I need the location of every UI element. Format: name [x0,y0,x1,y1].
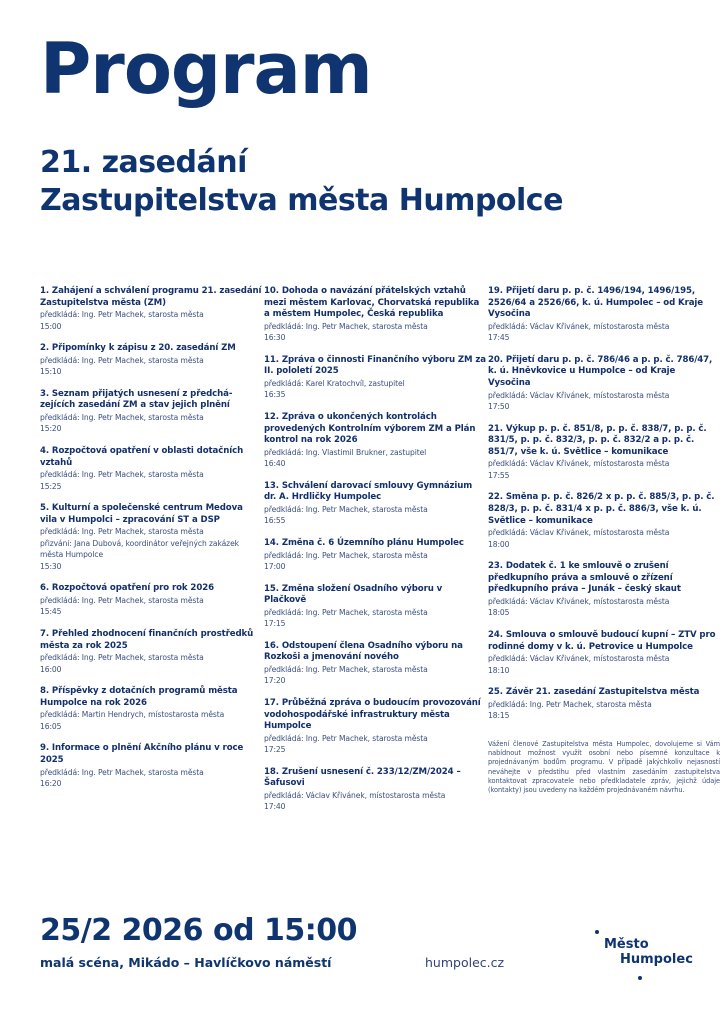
agenda-item-title: 13. Schválení darovací smlouvy Gymnázium dr. A. Hrdličky Humpolec [264,480,473,503]
agenda-item [488,355,720,413]
agenda-item-presenter: předkládá: Ing. Petr Machek, starosta města [40,310,204,320]
agenda-item-meta [488,321,720,344]
agenda-item-presenter: předkládá: Ing. Petr Machek, starosta města [264,550,428,560]
agenda-item [264,481,486,527]
agenda-item-title: 23. Dodatek č. 1 ke smlouvě o zrušení předkupního práva a smlouvě o zřízení předkupního práva – Junák – český skaut [488,561,681,595]
agenda-item [264,584,486,630]
agenda-item-meta [264,664,486,687]
agenda-item-presenter: předkládá: Václav Křivánek, místostarosta města [488,459,670,469]
agenda-item-time: 18:05 [488,608,510,618]
agenda-item-presenter: předkládá: Ing. Petr Machek, starosta města [40,767,204,777]
agenda-item-meta [488,390,720,413]
agenda-item-title: 3. Seznam přijatých usnesení z předchá-zejících zasedání ZM a stav jejich plnění [40,388,233,411]
agenda-item-meta [40,595,262,618]
agenda-item-presenter: předkládá: Václav Křivánek, místostarosta města [488,390,670,400]
agenda-item-title: 9. Informace o plnění Akčního plánu v roce 2025 [40,743,244,765]
agenda-item [488,492,720,550]
agenda-item-presenter: předkládá: Václav Křivánek, místostarosta města [488,596,670,606]
agenda-item-time: 17:50 [488,402,510,412]
agenda-item-presenter: předkládá: Ing. Petr Machek, starosta města [264,504,428,514]
logo-dot-bottom [638,976,642,980]
agenda-item-time: 15:10 [40,367,62,377]
agenda-item [264,698,486,756]
agenda-item-time: 17:20 [264,676,286,686]
agenda-item [40,389,262,435]
agenda-item-meta [264,733,486,756]
agenda-item-meta [264,447,486,470]
agenda-item-meta [488,458,720,481]
agenda-item-time: 17:40 [264,802,286,812]
agenda-item [40,446,262,492]
agenda-item-presenter: předkládá: Ing. Petr Machek, starosta města [264,607,428,617]
agenda-item-title: 21. Výkup p. p. č. 851/8, p. p. č. 838/7, p. p. č. 831/5, p. p. č. 832/3, p. p. č. 832/2 a p. p. č. 851/7, vše k. ú. Světlice – komunikace [488,423,707,457]
agenda-item-time: 17:55 [488,470,510,480]
agenda-item-meta [40,412,262,435]
agenda-item-time: 17:45 [488,333,510,343]
agenda-item-invited: přizváni: Jana Dubová, koordinátor veřejných zakázek města Humpolce [40,538,239,560]
agenda-item-presenter: předkládá: Ing. Petr Machek, starosta města [40,595,204,605]
agenda-item [264,641,486,687]
agenda-item-meta [40,652,262,675]
agenda-item-presenter: předkládá: Martin Hendrych, místostarosta města [40,710,225,720]
agenda-item [264,412,486,470]
agenda-item-time: 15:20 [40,424,62,434]
logo-dot-top [595,930,599,934]
agenda-item-meta [40,309,262,332]
agenda-item-title: 1. Zahájení a schválení programu 21. zasedání Zastupitelstva města (ZM) [40,286,262,308]
agenda-item-meta [264,607,486,630]
agenda-item-title: 25. Závěr 21. zasedání Zastupitelstva města [488,687,700,698]
agenda-item [488,561,720,619]
agenda-item-time: 15:25 [40,481,62,491]
agenda-item-meta [488,596,720,619]
agenda-item [40,583,262,618]
agenda-item-meta [264,321,486,344]
agenda-item-title: 5. Kulturní a společenské centrum Medova vila v Humpolci – zpracování ST a DSP [40,503,243,525]
agenda-item-meta [40,469,262,492]
subtitle-line-1: 21. zasedání [40,145,247,180]
agenda-item-meta [40,526,262,572]
agenda-item-presenter: předkládá: Ing. Vlastimil Brukner, zastupitel [264,447,427,457]
agenda-item-title: 15. Změna složení Osadního výboru v Plačkově [264,583,443,606]
agenda-item [40,686,262,732]
agenda-item-time: 16:35 [264,390,286,400]
agenda-item [40,343,262,378]
agenda-item-title: 16. Odstoupení člena Osadního výboru na Rozkoši a jmenování nového [264,640,463,663]
agenda-item-title: 14. Změna č. 6 Územního plánu Humpolec [264,537,464,548]
agenda-item [40,629,262,675]
agenda-item-title: 8. Příspěvky z dotačních programů města Humpolce na rok 2026 [40,686,238,708]
agenda-item-presenter: předkládá: Ing. Petr Machek, starosta města [264,664,428,674]
agenda-column-2 [264,286,486,824]
agenda-item [488,630,720,676]
meeting-place: malá scéna, Mikádo – Havlíčkovo náměstí [40,955,332,970]
agenda-item-time: 16:55 [264,516,286,526]
website-link[interactable]: humpolec.cz [425,955,505,970]
agenda-item-time: 16:40 [264,459,286,469]
agenda-item-meta [264,550,486,573]
agenda-item-title: 20. Přijetí daru p. p. č. 786/46 a p. p. č. 786/47, k. ú. Hněvkovice u Humpolce – od Kraje Vysočina [488,354,713,388]
agenda-item-presenter: předkládá: Ing. Petr Machek, starosta města [264,321,428,331]
agenda-item-presenter: předkládá: Václav Křivánek, místostarosta města [488,654,670,664]
agenda-item-time: 16:00 [40,664,62,674]
agenda-item-time: 15:00 [40,321,62,331]
agenda-item-presenter: předkládá: Ing. Petr Machek, starosta města [488,699,652,709]
agenda-item-title: 24. Smlouva o smlouvě budoucí kupní – ZTV pro rodinné domy v k. ú. Petrovice u Humpolce [488,629,716,652]
agenda-item-time: 17:15 [264,619,286,629]
page-subtitle [40,144,563,220]
agenda-item [264,538,486,573]
agenda-item-title: 2. Připomínky k zápisu z 20. zasedání ZM [40,343,236,354]
agenda-item-time: 15:45 [40,607,62,617]
agenda-item-title: 7. Přehled zhodnocení finančních prostředků města za rok 2025 [40,628,254,651]
agenda-item-meta [488,527,720,550]
agenda-item-meta [40,709,262,732]
agenda-item-time: 18:15 [488,711,510,721]
agenda-item-presenter: předkládá: Karel Kratochvíl, zastupitel [264,378,405,388]
agenda-item-presenter: předkládá: Ing. Petr Machek, starosta města [40,355,204,365]
agenda-item [40,286,262,332]
agenda-item-time: 15:30 [40,561,62,571]
agenda-item-presenter: předkládá: Ing. Petr Machek, starosta města [264,733,428,743]
agenda-item-presenter: předkládá: Ing. Petr Machek, starosta města [40,527,204,537]
agenda-item-time: 16:20 [40,779,62,788]
agenda-item-title: 11. Zpráva o činnosti Finančního výboru ZM za II. pololetí 2025 [264,354,486,377]
agenda-item-title: 19. Přijetí daru p. p. č. 1496/194, 1496/195, 2526/64 a 2526/66, k. ú. Humpolec – od Kraje Vysočina [488,286,704,320]
agenda-item-title: 4. Rozpočtová opatření v oblasti dotačních vztahů [40,445,244,468]
agenda-item-meta [40,355,262,378]
logo-line-1: Město [604,937,649,952]
agenda-item [488,424,720,482]
agenda-item-time: 16:05 [40,721,62,731]
agenda-item-meta [488,653,720,676]
subtitle-line-2: Zastupitelstva města Humpolce [40,183,563,218]
agenda-item [264,286,486,344]
agenda-item-presenter: předkládá: Václav Křivánek, místostarosta města [488,321,670,331]
page-title: Program [40,28,372,110]
meeting-date: 25/2 2026 od 15:00 [40,913,357,948]
agenda-item-meta [264,504,486,527]
logo-line-2: Humpolec [620,952,693,967]
city-logo [592,928,702,988]
agenda-item-time: 17:25 [264,745,286,755]
agenda-item-presenter: předkládá: Ing. Petr Machek, starosta města [40,412,204,422]
agenda-column-3 [488,286,720,795]
agenda-item [488,286,720,344]
agenda-item-title: 6. Rozpočtová opatření pro rok 2026 [40,583,214,594]
agenda-item [488,687,720,722]
agenda-column-1 [40,286,262,801]
agenda-item-title: 17. Průběžná zpráva o budoucím provozování vodohospodářské infrastruktury města Humpolce [264,697,481,732]
agenda-item-presenter: předkládá: Václav Křivánek, místostarosta města [264,790,446,800]
agenda-item [264,355,486,401]
agenda-item [264,767,486,813]
agenda-item [40,503,262,572]
consultation-note: Vážení členové Zastupitelstva města Humpolec, dovolujeme si Vám nabídnout možnost využít osobní nebo písemné konzultace k projednávaným bodům programu. V případě jakýchkoliv nejasností neváhejte v předstihu před vlastním zasedáním zastupitelstva kontaktovat zpracovatele nebo předkladatele zpráv, jejichž údaje (kontakty) jsou uvedeny na každém projednávaném návrhu. [488,739,720,795]
agenda-item-time: 16:30 [264,333,286,343]
agenda-item [40,743,262,789]
agenda-item-presenter: předkládá: Ing. Petr Machek, starosta města [40,470,204,480]
agenda-item-meta [488,699,720,722]
agenda-item-time: 17:00 [264,562,286,572]
agenda-item-time: 18:00 [488,539,510,549]
agenda-item-meta [40,767,262,790]
agenda-item-title: 12. Zpráva o ukončených kontrolách provedených Kontrolním výborem ZM a Plán kontrol na rok 2026 [264,411,476,446]
agenda-item-meta [264,378,486,401]
agenda-item-time: 18:10 [488,665,510,675]
agenda-item-presenter: předkládá: Václav Křivánek, místostarosta města [488,528,670,538]
agenda-item-presenter: předkládá: Ing. Petr Machek, starosta města [40,653,204,663]
agenda-item-title: 18. Zrušení usnesení č. 233/12/ZM/2024 – Šafusovi [264,766,461,789]
agenda-item-meta [264,790,486,813]
agenda-item-title: 22. Směna p. p. č. 826/2 x p. p. č. 885/3, p. p. č. 828/3, p. p. č. 831/4 x p. p. č. 886/3, vše k. ú. Světlice – komunikace [488,492,715,526]
agenda-item-title: 10. Dohoda o navázání přátelských vztahů mezi městem Karlovac, Chorvatská republika a městem Humpolec, Česká republika [264,286,480,320]
